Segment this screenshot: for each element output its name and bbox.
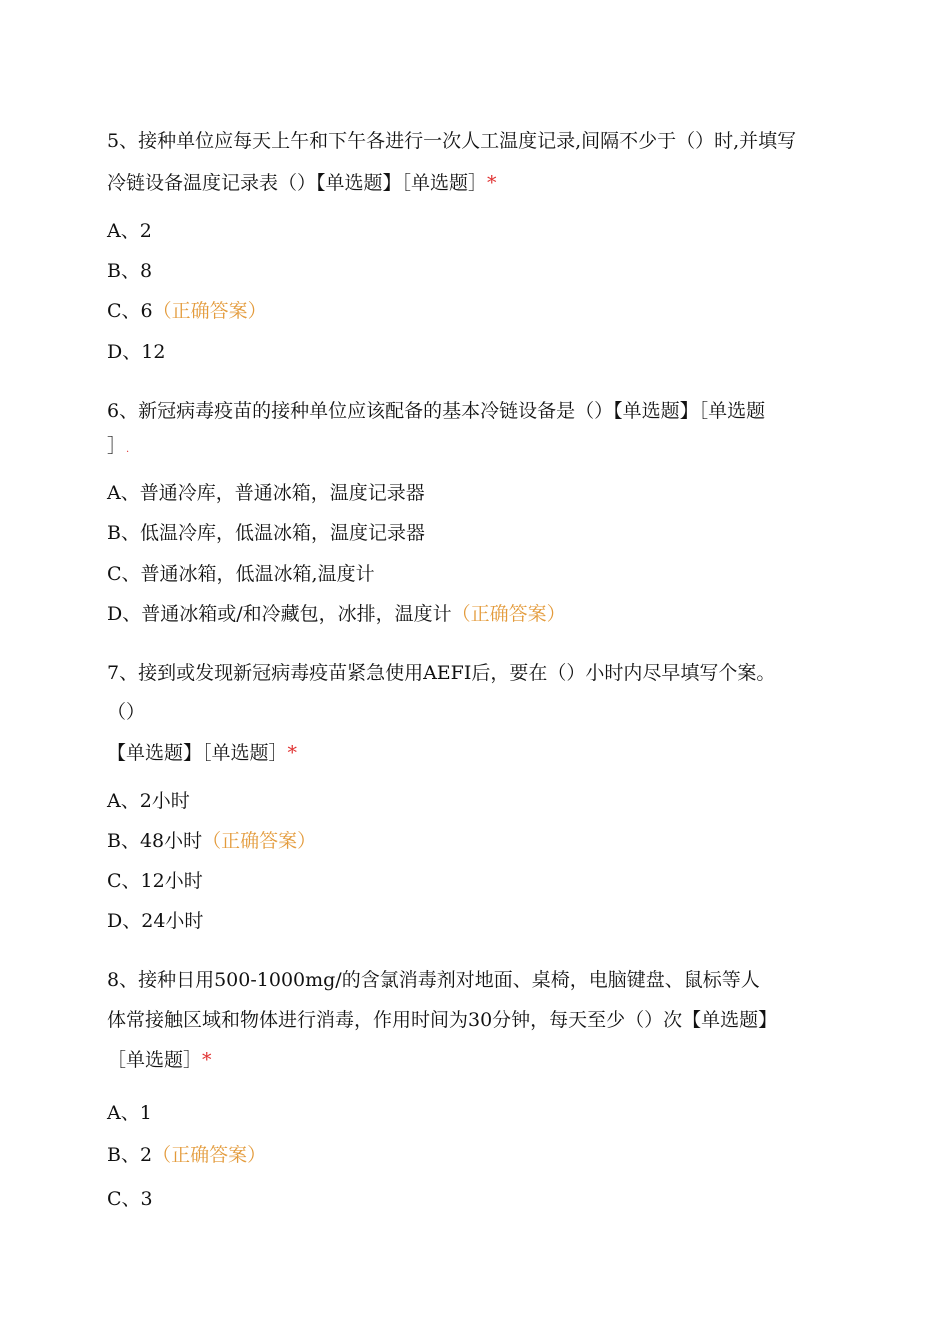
required-mark: . [126,444,130,455]
question-7-stem-line-2: （） [107,701,146,723]
correct-answer-tag: （正确答案） [202,830,317,852]
question-5-option-c[interactable]: C、6（正确答案） [107,300,267,322]
question-7-option-a[interactable]: A、2小时 [107,790,190,812]
question-8-stem-line-3: ［单选题］* [107,1049,212,1071]
question-6-stem-line-2: ］. [107,435,130,457]
question-6-option-b[interactable]: B、低温冷库，低温冰箱，温度记录器 [107,522,425,544]
question-8-stem-line-2: 体常接触区域和物体进行消毒，作用时间为30分钟，每天至少（）次【单选题】 [107,1009,778,1031]
required-mark: * [487,172,497,194]
correct-answer-tag: （正确答案） [152,1144,267,1166]
question-5-option-a[interactable]: A、2 [107,220,152,242]
question-5-option-b[interactable]: B、8 [107,260,153,282]
question-8-option-b[interactable]: B、2（正确答案） [107,1144,267,1166]
question-8-option-a[interactable]: A、1 [107,1102,152,1124]
question-8-option-c[interactable]: C、3 [107,1188,153,1210]
question-8-stem-line-1: 8、接种日用500-1000mg/的含氯消毒剂对地面、桌椅，电脑键盘、鼠标等人 [107,969,760,991]
question-7-option-b[interactable]: B、48小时（正确答案） [107,830,317,852]
question-7-option-d[interactable]: D、24小时 [107,910,204,932]
question-6-stem-line-1: 6、新冠病毒疫苗的接种单位应该配备的基本冷链设备是（）【单选题】［单选题 [107,400,766,422]
question-6-option-d[interactable]: D、普通冰箱或/和冷藏包，冰排，温度计（正确答案） [107,603,566,625]
required-mark: * [202,1049,212,1071]
required-mark: * [287,742,298,764]
question-6-option-c[interactable]: C、普通冰箱，低温冰箱,温度计 [107,563,375,585]
question-7-option-c[interactable]: C、12小时 [107,870,203,892]
question-5-stem-line-1: 5、接种单位应每天上午和下午各进行一次人工温度记录,间隔不少于（）时,并填写 [107,130,797,152]
question-5-stem-line-2: 冷链设备温度记录表（）【单选题】［单选题］* [107,172,497,194]
correct-answer-tag: （正确答案） [451,603,566,625]
question-5-option-d[interactable]: D、12 [107,341,166,363]
question-7-stem-line-1: 7、接到或发现新冠病毒疫苗紧急使用AEFI后，要在（）小时内尽早填写个案。 [107,662,776,684]
question-6-option-a[interactable]: A、普通冷库，普通冰箱，温度记录器 [107,482,425,504]
question-7-stem-line-3: 【单选题】［单选题］* [107,742,298,764]
correct-answer-tag: （正确答案） [152,300,267,322]
